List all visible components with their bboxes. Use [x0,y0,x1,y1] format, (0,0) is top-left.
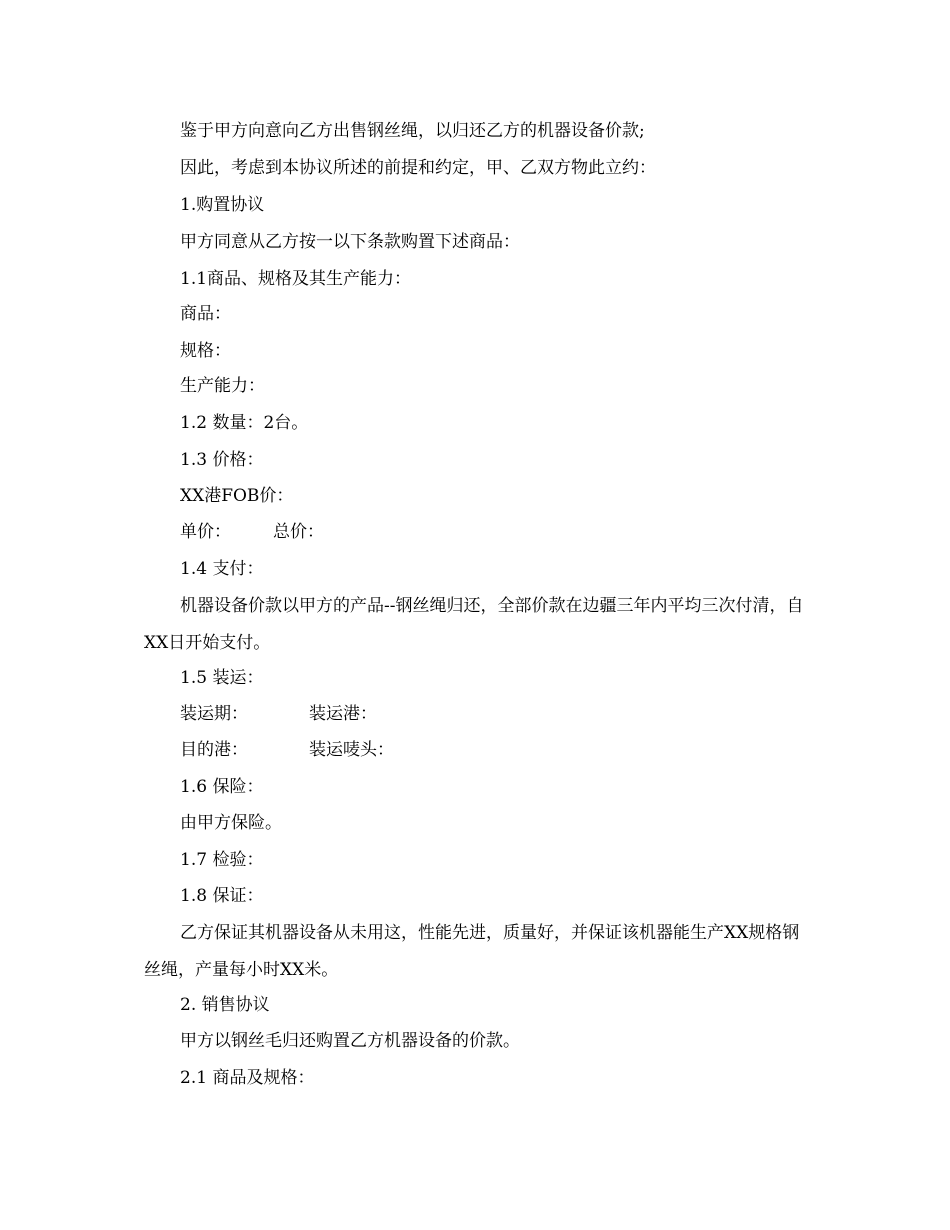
heading-purchase-agreement: 1.购置协议 [180,195,265,215]
paragraph-warranty: 乙方保证其机器设备从未用这，性能先进，质量好，并保证该机器能生产XX规格钢丝绳，产量每小时XX米。 [144,923,800,980]
paragraph-agreement: 因此，考虑到本协议所述的前提和约定，甲、乙双方物此立约： [180,158,656,178]
clause-1-8: 1.8 保证： [180,886,264,906]
paragraph-payment: 机器设备价款以甲方的产品--钢丝绳归还，全部价款在边疆三年内平均三次付清，自XX日开始支付。 [144,596,804,653]
shipment-row-1 [180,704,377,724]
clause-1-7: 1.7 检验： [180,850,264,870]
heading-sales-agreement: 2. 销售协议 [180,995,270,1015]
paragraph-insurance: 由甲方保险。 [180,813,282,833]
field-port-of-destination: 目的港： [180,740,248,760]
field-fob-price: XX港FOB价： [180,486,294,506]
field-total-price: 总价： [273,522,324,542]
field-port-of-shipment: 装运港： [309,704,377,724]
paragraph-preamble: 鉴于甲方向意向乙方出售钢丝绳，以归还乙方的机器设备价款; [180,121,645,141]
field-unit-price: 单价： [180,522,231,542]
clause-1-3: 1.3 价格： [180,450,264,470]
paragraph-sales-terms: 甲方以钢丝毛归还购置乙方机器设备的价款。 [180,1031,520,1051]
field-shipping-marks: 装运唛头： [309,740,394,760]
field-shipment-period: 装运期： [180,704,248,724]
field-goods: 商品： [180,304,231,324]
shipment-row-2 [180,740,394,760]
field-specification: 规格： [180,341,231,361]
clause-2-1: 2.1 商品及规格： [180,1068,315,1088]
clause-1-5: 1.5 装运： [180,668,264,688]
paragraph-purchase-terms: 甲方同意从乙方按一以下条款购置下述商品： [180,232,520,252]
field-capacity: 生产能力： [180,376,265,396]
clause-1-2: 1.2 数量：2台。 [180,413,309,433]
clause-1-6: 1.6 保险： [180,777,264,797]
clause-1-4: 1.4 支付： [180,559,264,579]
price-row [180,522,324,542]
clause-1-1: 1.1商品、规格及其生产能力： [180,269,412,289]
